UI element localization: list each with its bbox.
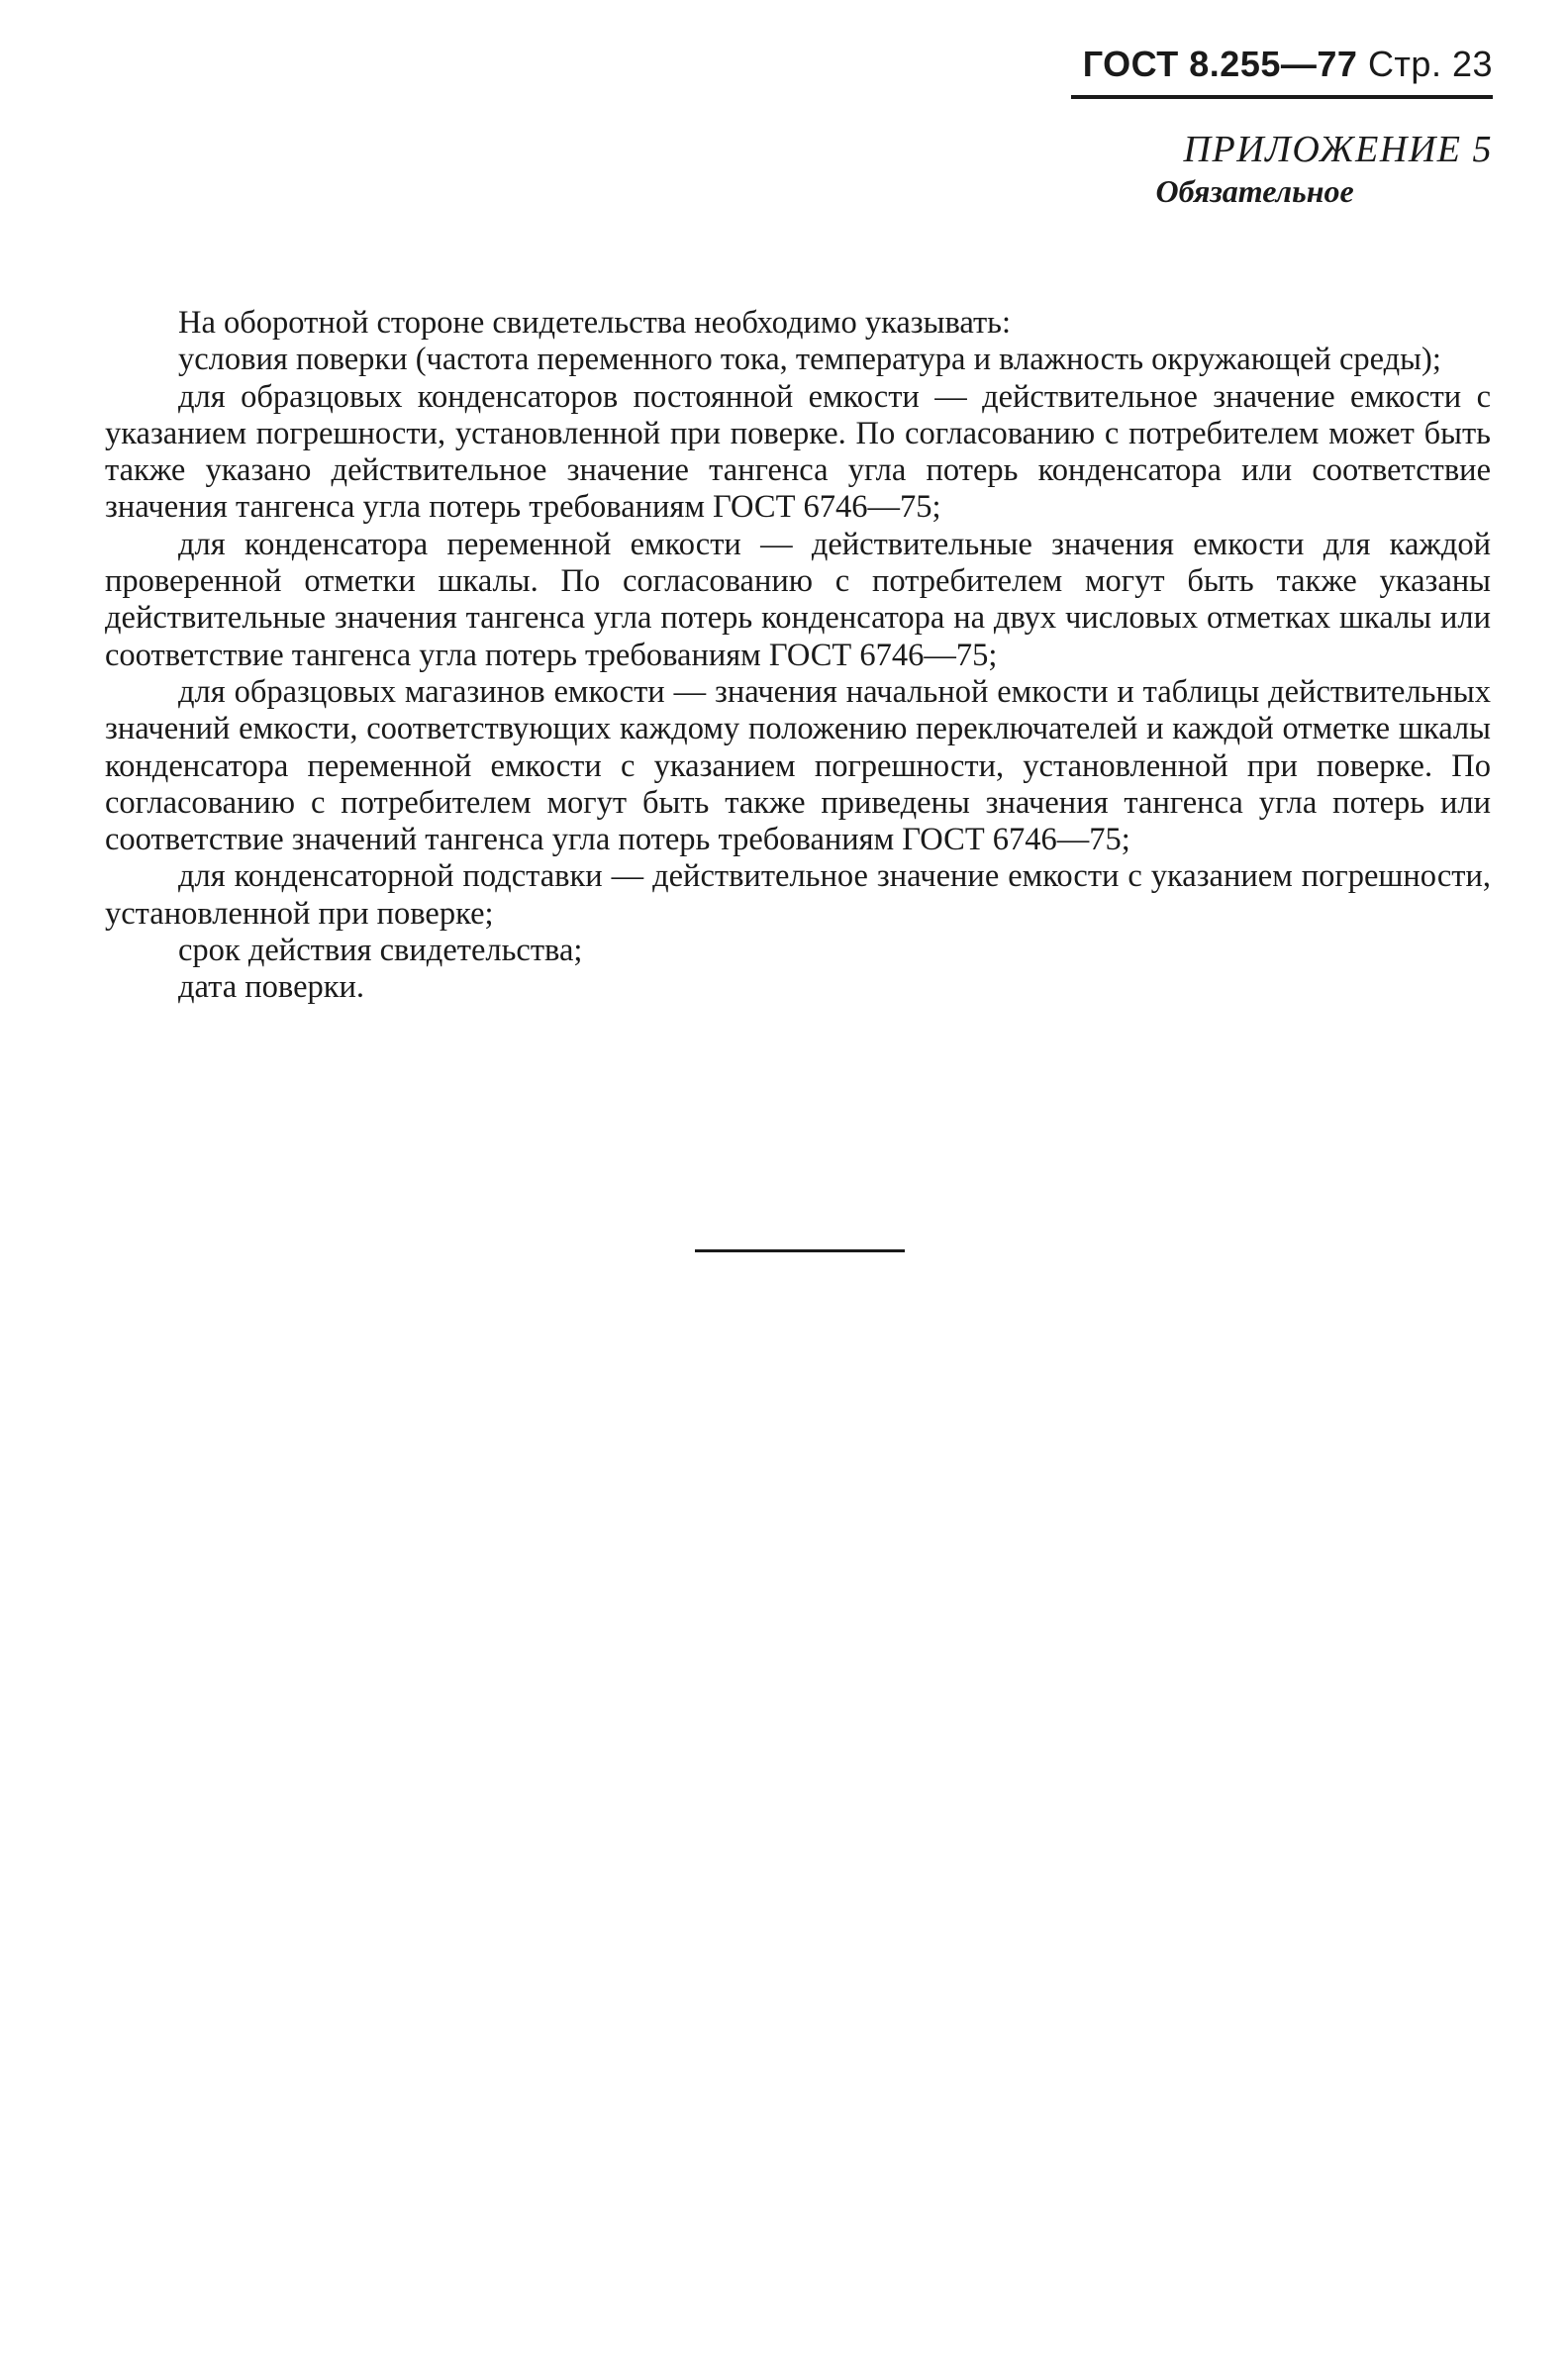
- paragraph-date: дата поверки.: [178, 969, 365, 1006]
- body-text: [105, 305, 1491, 1007]
- end-rule: [695, 1249, 905, 1252]
- running-header: [1083, 44, 1493, 85]
- paragraph-conditions: условия поверки (частота переменного тока, температура и влажность окружающей среды);: [178, 342, 1441, 378]
- paragraph-capacitor-stand: для конденсаторной подставки — действительное значение емкости с указанием погрешности, установленной при поверке;: [105, 858, 1491, 932]
- appendix-title: ПРИЛОЖЕНИЕ 5: [1183, 129, 1493, 170]
- paragraph-variable-capacitor: для конденсатора переменной емкости — действительные значения емкости для каждой проверенной отметки шкалы. По согласованию с потребителем могут быть также указаны действительные значения тангенса угла потерь конденсатора на двух числовых отметках шкалы или соответствие тангенса угла потерь требованиям ГОСТ 6746—75;: [105, 526, 1491, 673]
- header-rule: [1071, 95, 1493, 99]
- standard-number: ГОСТ 8.255—77: [1082, 44, 1358, 84]
- page-number: Стр. 23: [1367, 44, 1493, 84]
- paragraph-fixed-capacitors: для образцовых конденсаторов постоянной емкости — действительное значение емкости с указанием погрешности, установленной при поверке. По согласованию с потребителем может быть также указано действительное значение тангенса угла потерь конденсатора или соответствие значения тангенса угла потерь требованиям ГОСТ 6746—75;: [105, 378, 1491, 526]
- paragraph-intro: На оборотной стороне свидетельства необходимо указывать:: [178, 305, 1012, 341]
- appendix-heading: [1155, 127, 1493, 210]
- appendix-status: Обязательное: [1155, 173, 1354, 209]
- paragraph-validity: срок действия свидетельства;: [178, 933, 583, 969]
- paragraph-capacitance-boxes: для образцовых магазинов емкости — значения начальной емкости и таблицы действительных значений емкости, соответствующих каждому положению переключателей и каждой отметке шкалы конденсатора переменной емкости с указанием погрешности, установленной при поверке. По согласованию с потребителем могут быть также приведены значения тангенса угла потерь или соответствие значений тангенса угла потерь требованиям ГОСТ 6746—75;: [105, 673, 1491, 858]
